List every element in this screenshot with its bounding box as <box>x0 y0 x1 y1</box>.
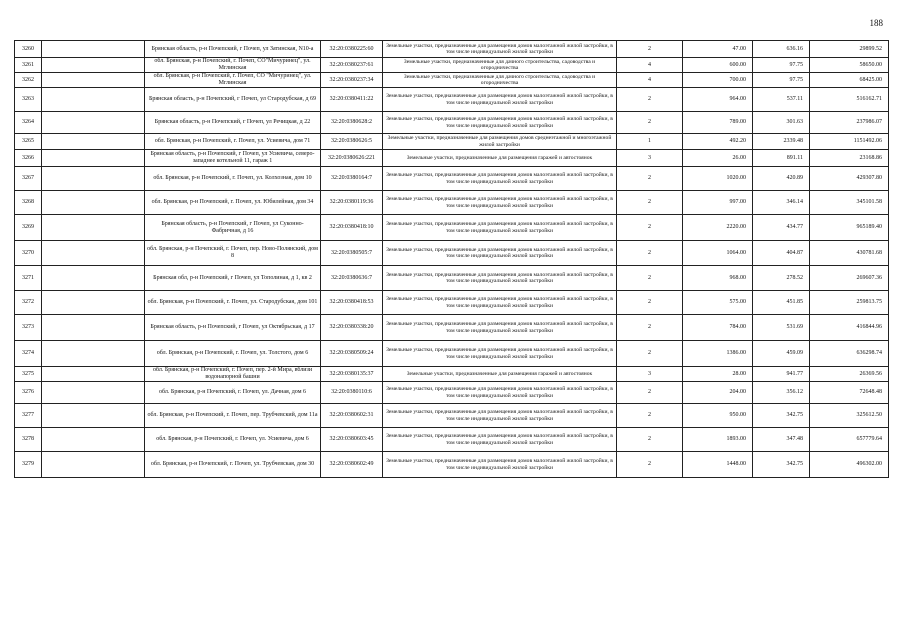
blank-cell <box>42 41 145 58</box>
land-use-cell: Земельные участки, предназначенные для размещения домов среднеэтажной и многоэтажной жилой застройки <box>383 134 617 150</box>
area-cell: 47.00 <box>683 41 753 58</box>
cadastral-number-cell: 32:20:0380636:7 <box>321 266 383 291</box>
area-cell: 784.00 <box>683 315 753 341</box>
group-cell: 3 <box>617 367 683 382</box>
area-cell: 1020.00 <box>683 167 753 191</box>
cadastral-value-cell: 58650.00 <box>810 58 889 73</box>
area-cell: 28.00 <box>683 367 753 382</box>
cadastral-value-cell: 430781.68 <box>810 241 889 266</box>
address-cell: обл. Брянская, р-н Почепский, г. Почеп, ул. Трубчевская, дом 30 <box>145 452 321 478</box>
row-number-cell: 3263 <box>15 88 42 112</box>
area-cell: 997.00 <box>683 191 753 215</box>
specific-value-cell: 531.69 <box>753 315 810 341</box>
specific-value-cell: 636.16 <box>753 41 810 58</box>
area-cell: 575.00 <box>683 291 753 315</box>
blank-cell <box>42 315 145 341</box>
table-row <box>15 404 889 428</box>
area-cell: 26.00 <box>683 150 753 167</box>
table-row <box>15 191 889 215</box>
specific-value-cell: 420.89 <box>753 167 810 191</box>
group-cell: 2 <box>617 112 683 134</box>
cadastral-value-cell: 26369.56 <box>810 367 889 382</box>
specific-value-cell: 451.85 <box>753 291 810 315</box>
cadastral-value-cell: 429307.80 <box>810 167 889 191</box>
group-cell: 4 <box>617 58 683 73</box>
land-use-cell: Земельные участки, предназначенные для дачного строительства, садоводства и огородничества <box>383 58 617 73</box>
cadastral-number-cell: 32:20:0380626:5 <box>321 134 383 150</box>
row-number-cell: 3277 <box>15 404 42 428</box>
cadastral-number-cell: 32:20:0380602:31 <box>321 404 383 428</box>
blank-cell <box>42 112 145 134</box>
blank-cell <box>42 241 145 266</box>
row-number-cell: 3278 <box>15 428 42 452</box>
address-cell: обл. Брянская, р-н Почепский, г. Почеп, ул. Толстого, дом 6 <box>145 341 321 367</box>
blank-cell <box>42 134 145 150</box>
table-row <box>15 167 889 191</box>
specific-value-cell: 356.12 <box>753 382 810 404</box>
blank-cell <box>42 215 145 241</box>
land-use-cell: Земельные участки, предназначенные для размещения гаражей и автостоянок <box>383 367 617 382</box>
specific-value-cell: 342.75 <box>753 404 810 428</box>
cadastral-number-cell: 32:20:0380411:22 <box>321 88 383 112</box>
cadastral-value-cell: 657779.64 <box>810 428 889 452</box>
table-row <box>15 367 889 382</box>
row-number-cell: 3260 <box>15 41 42 58</box>
cadastral-value-table <box>14 40 889 478</box>
land-use-cell: Земельные участки, предназначенные для размещения домов малоэтажной жилой застройки, в том числе индивидуальной жилой застройки <box>383 191 617 215</box>
cadastral-number-cell: 32:20:0380603:45 <box>321 428 383 452</box>
group-cell: 3 <box>617 150 683 167</box>
row-number-cell: 3273 <box>15 315 42 341</box>
cadastral-value-cell: 416844.96 <box>810 315 889 341</box>
table-row <box>15 112 889 134</box>
group-cell: 2 <box>617 452 683 478</box>
land-use-cell: Земельные участки, предназначенные для размещения гаражей и автостоянок <box>383 150 617 167</box>
row-number-cell: 3262 <box>15 73 42 88</box>
specific-value-cell: 347.48 <box>753 428 810 452</box>
area-cell: 950.00 <box>683 404 753 428</box>
table-row <box>15 41 889 58</box>
area-cell: 789.00 <box>683 112 753 134</box>
table-row <box>15 452 889 478</box>
blank-cell <box>42 167 145 191</box>
cadastral-value-cell: 496302.00 <box>810 452 889 478</box>
table-body <box>15 41 889 478</box>
group-cell: 2 <box>617 428 683 452</box>
blank-cell <box>42 73 145 88</box>
cadastral-value-cell: 269607.36 <box>810 266 889 291</box>
specific-value-cell: 301.63 <box>753 112 810 134</box>
blank-cell <box>42 150 145 167</box>
group-cell: 2 <box>617 215 683 241</box>
table-row <box>15 266 889 291</box>
table-row <box>15 215 889 241</box>
area-cell: 492.20 <box>683 134 753 150</box>
row-number-cell: 3275 <box>15 367 42 382</box>
land-use-cell: Земельные участки, предназначенные для размещения домов малоэтажной жилой застройки, в том числе индивидуальной жилой застройки <box>383 404 617 428</box>
blank-cell <box>42 291 145 315</box>
cadastral-number-cell: 32:20:0380237:34 <box>321 73 383 88</box>
specific-value-cell: 434.77 <box>753 215 810 241</box>
area-cell: 968.00 <box>683 266 753 291</box>
address-cell: обл. Брянская, р-н Почепский, г. Почеп, пер. Трубчевский, дом 11а <box>145 404 321 428</box>
row-number-cell: 3276 <box>15 382 42 404</box>
land-use-cell: Земельные участки, предназначенные для размещения домов малоэтажной жилой застройки, в том числе индивидуальной жилой застройки <box>383 241 617 266</box>
area-cell: 1386.00 <box>683 341 753 367</box>
table-row <box>15 150 889 167</box>
blank-cell <box>42 341 145 367</box>
group-cell: 1 <box>617 134 683 150</box>
area-cell: 1893.00 <box>683 428 753 452</box>
page-number: 188 <box>869 18 883 28</box>
cadastral-value-cell: 636298.74 <box>810 341 889 367</box>
cadastral-value-cell: 259813.75 <box>810 291 889 315</box>
land-use-cell: Земельные участки, предназначенные для размещения домов малоэтажной жилой застройки, в том числе индивидуальной жилой застройки <box>383 88 617 112</box>
cadastral-number-cell: 32:20:0380602:49 <box>321 452 383 478</box>
land-use-cell: Земельные участки, предназначенные для размещения домов малоэтажной жилой застройки, в том числе индивидуальной жилой застройки <box>383 382 617 404</box>
specific-value-cell: 404.87 <box>753 241 810 266</box>
address-cell: обл. Брянская, р-н Почепский, г. Почеп, ул. Юбилейная, дом 34 <box>145 191 321 215</box>
land-use-cell: Земельные участки, предназначенные для дачного строительства, садоводства и огородничества <box>383 73 617 88</box>
cadastral-value-cell: 345101.58 <box>810 191 889 215</box>
blank-cell <box>42 88 145 112</box>
group-cell: 2 <box>617 315 683 341</box>
specific-value-cell: 537.11 <box>753 88 810 112</box>
address-cell: обл. Брянская, р-н Почепский, г. Почеп, ул. Усиевича, дом 6 <box>145 428 321 452</box>
table-row <box>15 241 889 266</box>
blank-cell <box>42 266 145 291</box>
cadastral-value-cell: 965189.40 <box>810 215 889 241</box>
specific-value-cell: 278.52 <box>753 266 810 291</box>
land-use-cell: Земельные участки, предназначенные для размещения домов малоэтажной жилой застройки, в том числе индивидуальной жилой застройки <box>383 215 617 241</box>
specific-value-cell: 97.75 <box>753 73 810 88</box>
table-row <box>15 291 889 315</box>
row-number-cell: 3264 <box>15 112 42 134</box>
land-use-cell: Земельные участки, предназначенные для размещения домов малоэтажной жилой застройки, в том числе индивидуальной жилой застройки <box>383 428 617 452</box>
group-cell: 2 <box>617 41 683 58</box>
area-cell: 1448.00 <box>683 452 753 478</box>
row-number-cell: 3271 <box>15 266 42 291</box>
group-cell: 2 <box>617 291 683 315</box>
cadastral-number-cell: 32:20:0380509:24 <box>321 341 383 367</box>
cadastral-number-cell: 32:20:0380626:221 <box>321 150 383 167</box>
land-use-cell: Земельные участки, предназначенные для размещения домов малоэтажной жилой застройки, в том числе индивидуальной жилой застройки <box>383 315 617 341</box>
specific-value-cell: 891.11 <box>753 150 810 167</box>
address-cell: Брянская область, р-н Почепский, г Почеп, ул Речицкая, д 22 <box>145 112 321 134</box>
cadastral-value-cell: 1151492.06 <box>810 134 889 150</box>
cadastral-number-cell: 32:20:0380135:37 <box>321 367 383 382</box>
blank-cell <box>42 58 145 73</box>
area-cell: 600.00 <box>683 58 753 73</box>
address-cell: обл. Брянская, р-н Почепский, г. Почеп, пер. 2-й Мира, вблизи водонапорной башни <box>145 367 321 382</box>
row-number-cell: 3266 <box>15 150 42 167</box>
group-cell: 2 <box>617 341 683 367</box>
group-cell: 4 <box>617 73 683 88</box>
table-row <box>15 134 889 150</box>
cadastral-value-cell: 516162.71 <box>810 88 889 112</box>
land-use-cell: Земельные участки, предназначенные для размещения домов малоэтажной жилой застройки, в том числе индивидуальной жилой застройки <box>383 167 617 191</box>
group-cell: 2 <box>617 266 683 291</box>
land-use-cell: Земельные участки, предназначенные для размещения домов малоэтажной жилой застройки, в том числе индивидуальной жилой застройки <box>383 341 617 367</box>
address-cell: Брянская область, р-н Почепский, г Почеп, ул Стародубская, д 69 <box>145 88 321 112</box>
address-cell: Брянская область, р-н Почепский, г Почеп, ул Усиевича, северо-западнее котельной 11, гараж 1 <box>145 150 321 167</box>
address-cell: обл. Брянская, р-н Почепский, г. Почеп, ул. Стародубская, дом 101 <box>145 291 321 315</box>
specific-value-cell: 342.75 <box>753 452 810 478</box>
land-use-cell: Земельные участки, предназначенные для размещения домов малоэтажной жилой застройки, в том числе индивидуальной жилой застройки <box>383 291 617 315</box>
cadastral-number-cell: 32:20:0380338:20 <box>321 315 383 341</box>
cadastral-value-cell: 325612.50 <box>810 404 889 428</box>
area-cell: 700.00 <box>683 73 753 88</box>
cadastral-number-cell: 32:20:0380225:60 <box>321 41 383 58</box>
cadastral-number-cell: 32:20:0380110:6 <box>321 382 383 404</box>
cadastral-number-cell: 32:20:0380418:53 <box>321 291 383 315</box>
specific-value-cell: 346.14 <box>753 191 810 215</box>
land-use-cell: Земельные участки, предназначенные для размещения домов малоэтажной жилой застройки, в том числе индивидуальной жилой застройки <box>383 41 617 58</box>
row-number-cell: 3267 <box>15 167 42 191</box>
cadastral-number-cell: 32:20:0380628:2 <box>321 112 383 134</box>
specific-value-cell: 2339.48 <box>753 134 810 150</box>
row-number-cell: 3272 <box>15 291 42 315</box>
address-cell: обл. Брянская, р-н Почепский, г. Почеп, ул. Усиевича, дом 71 <box>145 134 321 150</box>
blank-cell <box>42 191 145 215</box>
cadastral-value-cell: 237986.07 <box>810 112 889 134</box>
specific-value-cell: 97.75 <box>753 58 810 73</box>
cadastral-number-cell: 32:20:0380418:10 <box>321 215 383 241</box>
cadastral-number-cell: 32:20:0380164:7 <box>321 167 383 191</box>
row-number-cell: 3265 <box>15 134 42 150</box>
table-row <box>15 341 889 367</box>
address-cell: Брянская область, р-н Почепский, г Почеп, ул Затинская, N10-а <box>145 41 321 58</box>
address-cell: обл. Брянская, р-н Почепский, г. Почеп, СО"Мичуринец", ул. Мглинская <box>145 58 321 73</box>
row-number-cell: 3279 <box>15 452 42 478</box>
group-cell: 2 <box>617 167 683 191</box>
area-cell: 204.00 <box>683 382 753 404</box>
group-cell: 2 <box>617 382 683 404</box>
cadastral-number-cell: 32:20:0380237:61 <box>321 58 383 73</box>
area-cell: 964.00 <box>683 88 753 112</box>
address-cell: Брянская область, р-н Почепский, г Почеп, ул Суконно-Фабричная, д 16 <box>145 215 321 241</box>
row-number-cell: 3270 <box>15 241 42 266</box>
cadastral-number-cell: 32:20:0380119:36 <box>321 191 383 215</box>
cadastral-value-cell: 23168.86 <box>810 150 889 167</box>
cadastral-value-cell: 29899.52 <box>810 41 889 58</box>
table-row <box>15 382 889 404</box>
group-cell: 2 <box>617 88 683 112</box>
row-number-cell: 3268 <box>15 191 42 215</box>
address-cell: обл. Брянская, р-н Почепский, г. Почеп, ул. Дачная, дом 6 <box>145 382 321 404</box>
specific-value-cell: 941.77 <box>753 367 810 382</box>
group-cell: 2 <box>617 191 683 215</box>
area-cell: 1064.00 <box>683 241 753 266</box>
table-row <box>15 88 889 112</box>
specific-value-cell: 459.09 <box>753 341 810 367</box>
row-number-cell: 3261 <box>15 58 42 73</box>
address-cell: Брянская область, р-н Почепский, г Почеп, ул Октябрьская, д 17 <box>145 315 321 341</box>
address-cell: обл. Брянская, р-н Почепский, г. Почеп, СО "Мичуринец", ул. Мглинская <box>145 73 321 88</box>
blank-cell <box>42 428 145 452</box>
address-cell: обл. Брянская, р-н Почепский, г. Почеп, пер. Ново-Полянский, дом 8 <box>145 241 321 266</box>
group-cell: 2 <box>617 404 683 428</box>
table-row <box>15 428 889 452</box>
row-number-cell: 3274 <box>15 341 42 367</box>
blank-cell <box>42 367 145 382</box>
land-use-cell: Земельные участки, предназначенные для размещения домов малоэтажной жилой застройки, в том числе индивидуальной жилой застройки <box>383 266 617 291</box>
cadastral-number-cell: 32:20:0380505:7 <box>321 241 383 266</box>
land-use-cell: Земельные участки, предназначенные для размещения домов малоэтажной жилой застройки, в том числе индивидуальной жилой застройки <box>383 112 617 134</box>
blank-cell <box>42 382 145 404</box>
table-row <box>15 73 889 88</box>
blank-cell <box>42 452 145 478</box>
address-cell: Брянская обл, р-н Почепский, г Почеп, ул Тополиная, д 1, кв 2 <box>145 266 321 291</box>
cadastral-value-cell: 72648.48 <box>810 382 889 404</box>
area-cell: 2220.00 <box>683 215 753 241</box>
group-cell: 2 <box>617 241 683 266</box>
blank-cell <box>42 404 145 428</box>
row-number-cell: 3269 <box>15 215 42 241</box>
land-use-cell: Земельные участки, предназначенные для размещения домов малоэтажной жилой застройки, в том числе индивидуальной жилой застройки <box>383 452 617 478</box>
table-row <box>15 315 889 341</box>
cadastral-value-cell: 68425.00 <box>810 73 889 88</box>
address-cell: обл. Брянская, р-н Почепский, г. Почеп, ул. Колхозная, дом 10 <box>145 167 321 191</box>
table-row <box>15 58 889 73</box>
